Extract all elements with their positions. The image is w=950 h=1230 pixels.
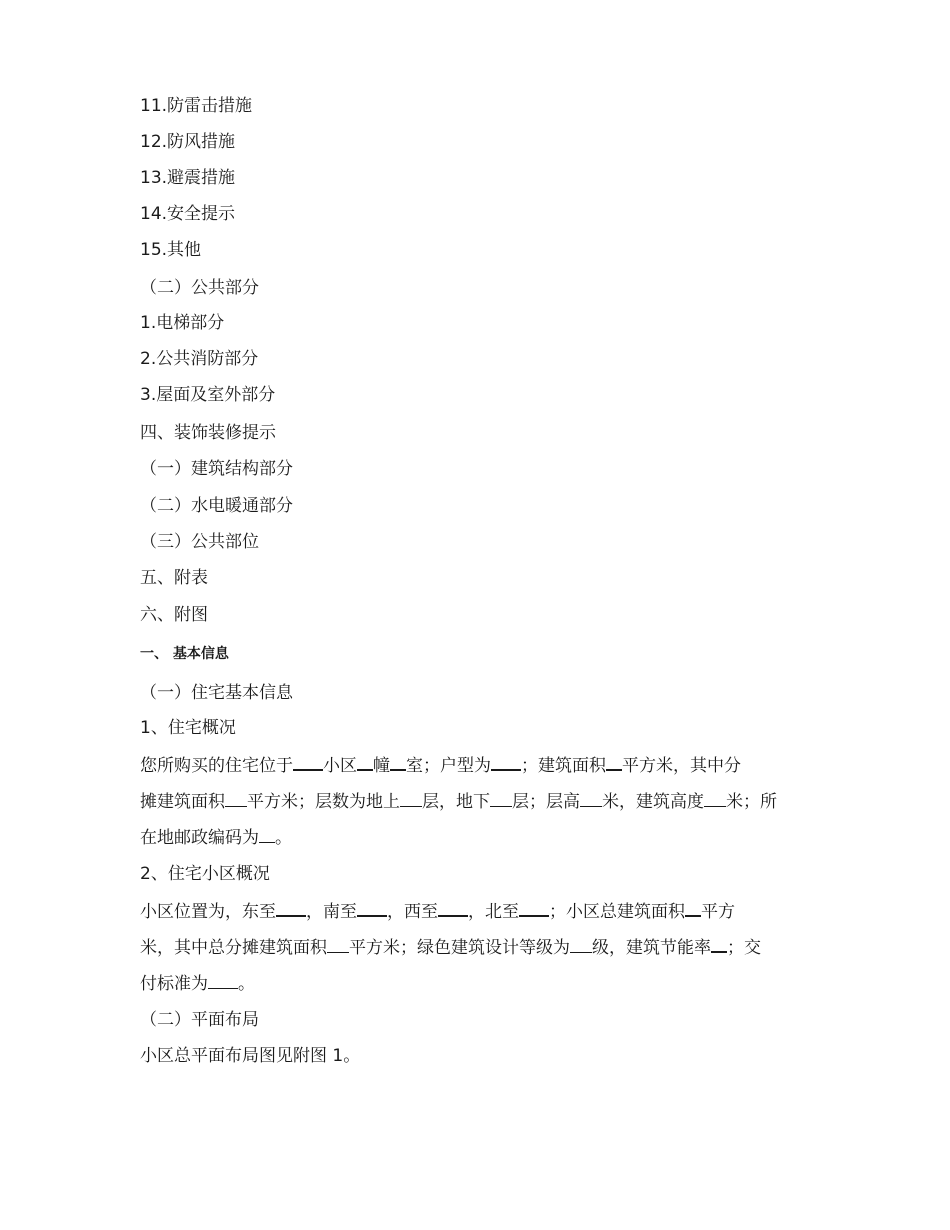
- fill-blank: [580, 790, 602, 807]
- text-run: 平方: [701, 902, 735, 922]
- fill-blank: [208, 972, 238, 989]
- text-run: 。: [275, 828, 292, 848]
- residence-overview-paragraph: [140, 748, 808, 856]
- text-run: ；小区总建筑面积: [549, 902, 685, 922]
- subsection-heading: （一）住宅基本信息: [140, 683, 293, 703]
- outline-item: 六、附图: [140, 605, 208, 625]
- text-run: 米，其中总分摊建筑面积: [140, 938, 327, 958]
- text-run: 层，地下: [422, 792, 490, 812]
- body-line: 小区总平面布局图见附图 1。: [140, 1046, 361, 1066]
- text-run: 级，建筑节能率: [592, 938, 711, 958]
- fill-blank: [400, 790, 422, 807]
- text-run: 。: [238, 974, 255, 994]
- outline-item: 15.其他: [140, 240, 202, 260]
- text-run: 平方米；绿色建筑设计等级为: [349, 938, 570, 958]
- text-run: 平方米；层数为地上: [247, 792, 400, 812]
- outline-item: 四、装饰装修提示: [140, 423, 276, 443]
- fill-blank: [491, 753, 521, 771]
- text-run: 小区: [323, 756, 357, 776]
- outline-item: （三）公共部位: [140, 532, 259, 552]
- outline-item: 11.防雷击措施: [140, 96, 253, 116]
- section-heading: 一、 基本信息: [140, 646, 229, 662]
- text-run: 层；层高: [512, 792, 580, 812]
- subsection-heading: （二）平面布局: [140, 1010, 259, 1030]
- fill-blank: [276, 899, 306, 917]
- outline-item: （一）建筑结构部分: [140, 459, 293, 479]
- text-run: ；建筑面积: [521, 756, 606, 776]
- item-title: 2、住宅小区概况: [140, 864, 270, 884]
- outline-item: （二）公共部分: [140, 278, 259, 298]
- fill-blank: [519, 899, 549, 917]
- fill-blank: [570, 936, 592, 953]
- text-run: 小区位置为，东至: [140, 902, 276, 922]
- fill-blank: [438, 899, 468, 917]
- outline-item: （二）水电暖通部分: [140, 496, 293, 516]
- fill-blank: [327, 936, 349, 953]
- outline-item: 14.安全提示: [140, 204, 236, 224]
- text-run: 摊建筑面积: [140, 792, 225, 812]
- text-run: 您所购买的住宅位于: [140, 756, 293, 776]
- outline-item: 1.电梯部分: [140, 313, 225, 333]
- outline-item: 12.防风措施: [140, 132, 236, 152]
- text-run: 米，建筑高度: [602, 792, 704, 812]
- fill-blank: [293, 753, 323, 771]
- outline-item: 3.屋面及室外部分: [140, 385, 276, 405]
- fill-blank: [606, 753, 622, 771]
- fill-blank: [259, 826, 275, 843]
- outline-item: 2.公共消防部分: [140, 349, 259, 369]
- item-title: 1、住宅概况: [140, 718, 236, 738]
- community-overview-paragraph: [140, 894, 808, 1002]
- fill-blank: [490, 790, 512, 807]
- fill-blank: [390, 753, 406, 771]
- fill-blank: [357, 753, 373, 771]
- text-run: 在地邮政编码为: [140, 828, 259, 848]
- fill-blank: [685, 899, 701, 917]
- text-run: 室；户型为: [406, 756, 491, 776]
- text-run: 米；所: [726, 792, 777, 812]
- fill-blank: [711, 935, 727, 953]
- fill-blank: [704, 790, 726, 807]
- text-run: 付标准为: [140, 974, 208, 994]
- text-run: 幢: [373, 756, 390, 776]
- outline-item: 13.避震措施: [140, 168, 236, 188]
- fill-blank: [357, 899, 387, 917]
- text-run: ，南至: [306, 902, 357, 922]
- text-run: 平方米，其中分: [622, 756, 741, 776]
- text-run: ，西至: [387, 902, 438, 922]
- outline-item: 五、附表: [140, 568, 208, 588]
- text-run: ；交: [727, 938, 761, 958]
- text-run: ，北至: [468, 902, 519, 922]
- fill-blank: [225, 790, 247, 807]
